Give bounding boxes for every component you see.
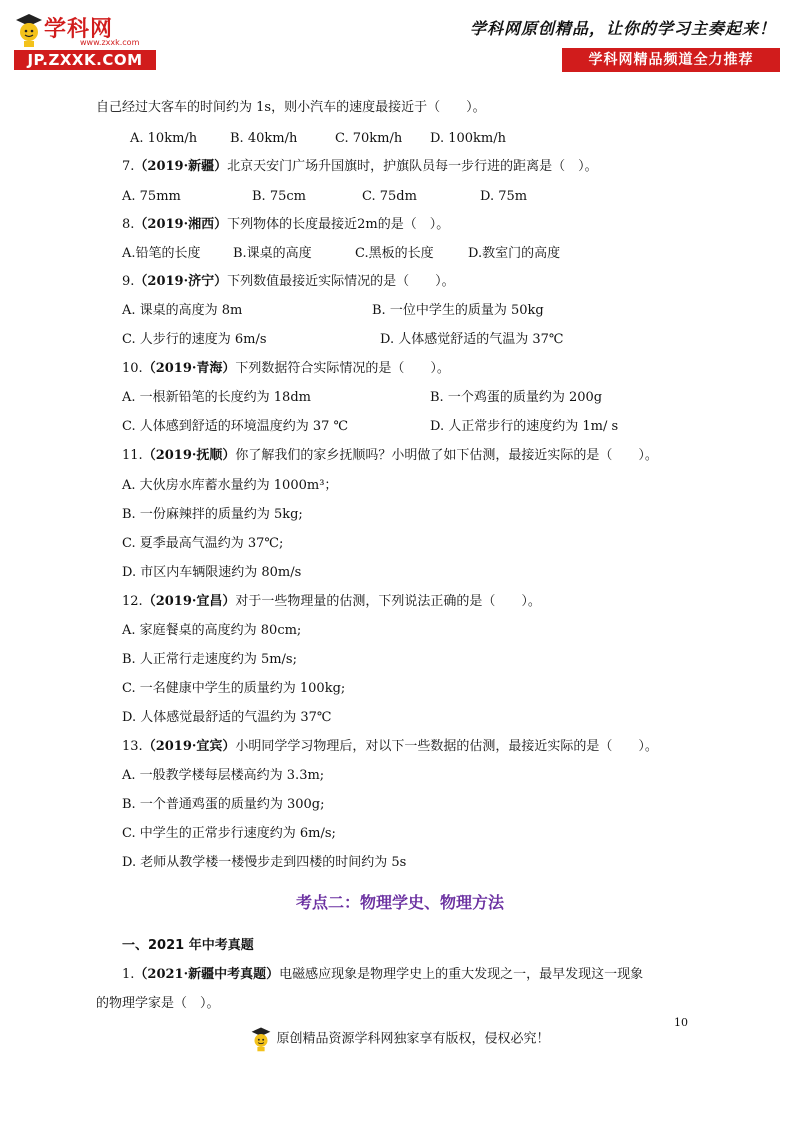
q12-stem — [122, 593, 541, 611]
q10-source: （2019·青海） — [142, 361, 236, 376]
page-number: 10 — [674, 1016, 688, 1029]
q8-source: （2019·湘西） — [134, 217, 228, 232]
q12-option-c: C. 一名健康中学生的质量约为 100kg; — [122, 681, 346, 696]
q11-option-a: A. 大伙房水库蓄水量约为 1000m³； — [122, 478, 338, 493]
q11-option-c: C. 夏季最高气温约为 37℃; — [122, 536, 284, 551]
logo-site-badge: JP.ZXXK.COM — [14, 50, 156, 70]
section-title: 考点二：物理学史、物理方法 — [295, 893, 504, 912]
q8-number: 8. — [122, 217, 135, 232]
q9-option-c: C. 人步行的速度为 6m/s — [122, 332, 267, 347]
page-header — [0, 0, 800, 90]
q1-text: 电磁感应现象是物理学史上的重大发现之一，最早发现这一现象 — [279, 967, 644, 982]
q8-option-d: D.教室门的高度 — [468, 246, 561, 261]
q10-text: 下列数据符合实际情况的是（ ）。 — [235, 361, 450, 376]
header-slogan: 学科网原创精品，让你的学习主奏起来！ — [469, 19, 776, 38]
q13-option-c: C. 中学生的正常步行速度约为 6m/s; — [122, 826, 336, 841]
mascot-icon — [14, 12, 44, 48]
q12-option-b: B. 人正常行走速度约为 5m/s; — [122, 652, 297, 667]
header-banner: 学科网精品频道全力推荐 — [562, 48, 780, 72]
q13-option-a: A. 一般教学楼每层楼高约为 3.3m; — [122, 768, 325, 783]
q1-source: （2021·新疆中考真题） — [134, 967, 280, 982]
q13-text: 小明同学学习物理后，对以下一些数据的估测，最接近实际的是（ ）。 — [235, 739, 658, 754]
logo-text: 学科网 — [44, 17, 114, 42]
q13-option-b: B. 一个普通鸡蛋的质量约为 300g; — [122, 797, 325, 812]
q9-text: 下列数值最接近实际情况的是（ ）。 — [227, 274, 455, 289]
q9-option-a: A. 课桌的高度为 8m — [122, 303, 243, 318]
q1-text-cont: 的物理学家是（ ）。 — [96, 996, 220, 1011]
q8-option-b: B.课桌的高度 — [233, 246, 312, 261]
q10-option-b: B. 一个鸡蛋的质量约为 200g — [430, 390, 603, 405]
q6-option-d: D. 100km/h — [430, 131, 506, 146]
q6-option-b: B. 40km/h — [230, 131, 298, 146]
q11-stem — [122, 447, 658, 465]
q9-option-d: D. 人体感觉舒适的气温为 37℃ — [380, 332, 564, 347]
q7-option-c: C. 75dm — [362, 189, 417, 204]
q10-option-a: A. 一根新铅笔的长度约为 18dm — [122, 390, 311, 405]
q9-stem — [122, 273, 455, 291]
q8-option-a: A.铅笔的长度 — [122, 246, 201, 261]
logo-subtext: www.zxxk.com — [80, 38, 140, 47]
q11-number: 11. — [122, 448, 143, 463]
page-footer — [0, 1026, 800, 1052]
q10-stem — [122, 360, 450, 378]
q7-option-b: B. 75cm — [252, 189, 306, 204]
q7-option-d: D. 75m — [480, 189, 528, 204]
q1-number: 1. — [122, 967, 135, 982]
q9-number: 9. — [122, 274, 135, 289]
q8-option-c: C.黑板的长度 — [355, 246, 434, 261]
q12-text: 对于一些物理量的估测，下列说法正确的是（ ）。 — [235, 594, 541, 609]
q7-source: （2019·新疆） — [134, 159, 228, 174]
subsection-heading: 一、2021 年中考真题 — [122, 938, 254, 953]
footer-copyright: 原创精品资源学科网独家享有版权，侵权必究！ — [276, 1031, 550, 1047]
q13-number: 13. — [122, 739, 143, 754]
q13-option-d: D. 老师从教学楼一楼慢步走到四楼的时间约为 5s — [122, 855, 407, 870]
q12-option-d: D. 人体感觉最舒适的气温约为 37℃ — [122, 710, 332, 725]
q9-option-b: B. 一位中学生的质量为 50kg — [372, 303, 544, 318]
q8-stem — [122, 216, 449, 234]
q12-number: 12. — [122, 594, 143, 609]
q12-source: （2019·宜昌） — [142, 594, 236, 609]
q6-option-c: C. 70km/h — [335, 131, 403, 146]
q7-text: 北京天安门广场升国旗时，护旗队员每一步行进的距离是（ ）。 — [227, 159, 598, 174]
q6-text-tail: 自己经过大客车的时间约为 1s，则小汽车的速度最接近于（ ）。 — [96, 100, 486, 115]
q9-source: （2019·济宁） — [134, 274, 228, 289]
q10-number: 10. — [122, 361, 143, 376]
q7-stem — [122, 158, 598, 176]
q11-option-b: B. 一份麻辣拌的质量约为 5kg; — [122, 507, 303, 522]
q11-text: 你了解我们的家乡抚顺吗？小明做了如下估测，最接近实际的是（ ）。 — [235, 448, 658, 463]
q10-option-c: C. 人体感到舒适的环境温度约为 37 ℃ — [122, 419, 349, 434]
q12-option-a: A. 家庭餐桌的高度约为 80cm; — [122, 623, 302, 638]
q7-number: 7. — [122, 159, 135, 174]
q11-source: （2019·抚顺） — [142, 448, 236, 463]
q7-option-a: A. 75mm — [122, 189, 181, 204]
q13-stem — [122, 738, 658, 756]
mascot-icon — [250, 1026, 272, 1052]
q13-source: （2019·宜宾） — [142, 739, 236, 754]
q11-option-d: D. 市区内车辆限速约为 80m/s — [122, 565, 302, 580]
q8-text: 下列物体的长度最接近2m的是（ ）。 — [227, 217, 450, 232]
q1-stem — [122, 966, 643, 984]
q10-option-d: D. 人正常步行的速度约为 1m/ s — [430, 419, 619, 434]
q6-option-a: A. 10km/h — [130, 131, 198, 146]
